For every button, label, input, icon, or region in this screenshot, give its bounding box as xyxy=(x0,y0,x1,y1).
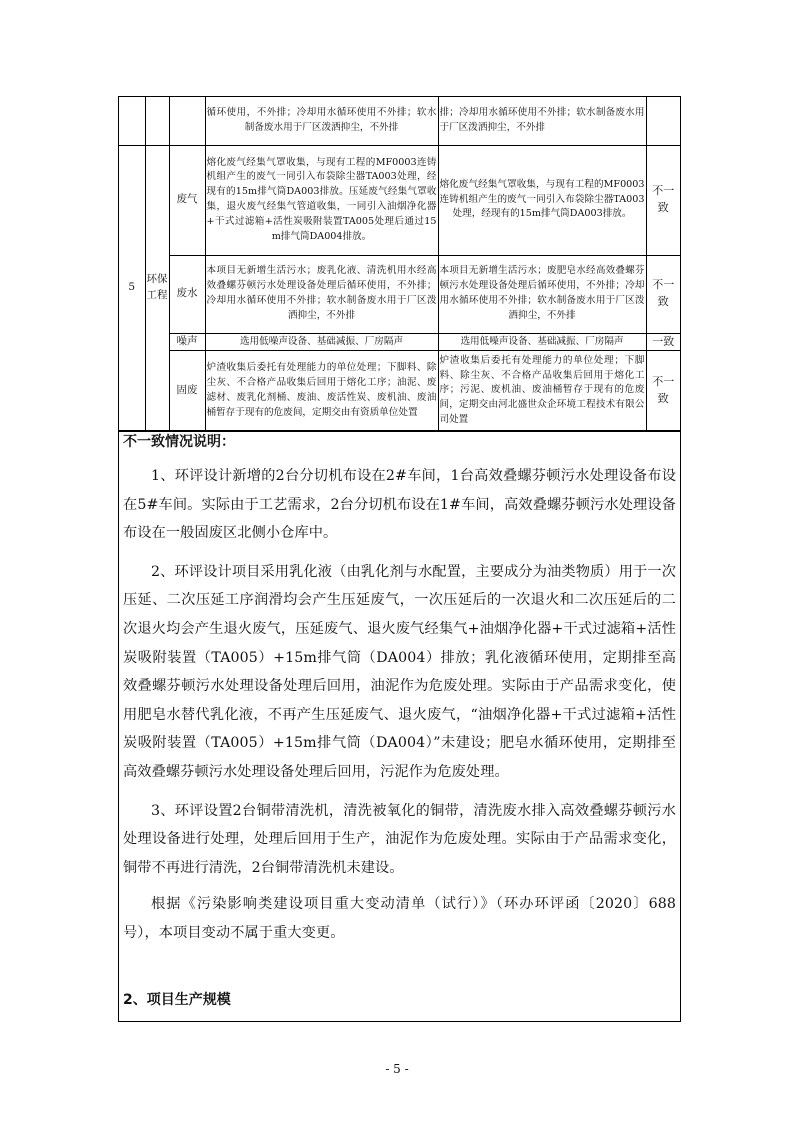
result-cell: 不一致 xyxy=(646,351,680,431)
category-cell: 废气 xyxy=(169,145,205,255)
group-cell xyxy=(145,97,169,145)
category-cell: 废水 xyxy=(169,255,205,333)
env-cell xyxy=(205,97,438,145)
notes-section xyxy=(119,431,680,948)
env-text: 循环使用，不外排；冷却用水循环使用不外排；软水制备废水用于厂区泼洒抑尘，不外排 xyxy=(206,106,437,133)
actual-cell: 炉渣收集后委托有处理能力的单位处理；下脚料、除尘灰、不合格产品收集后回用于熔化工序；污泥、废机油、废油桶暂存于现有的危废间，定期交由河北盛世众企环境工程技术有限公司处置 xyxy=(438,351,646,431)
env-cell: 炉渣收集后委托有处理能力的单位处理；下脚料、除尘灰、不合格产品收集后回用于熔化工序；油泥、废滤材、废乳化剂桶、废油、废活性炭、废机油、废油桶暂存于现有的危废间，定期交由有资质单位处置 xyxy=(205,351,438,431)
env-cell: 本项目无新增生活污水；废乳化液、清洗机用水经高效叠螺芬顿污水处理设备处理后循环使用，不外排；冷却用水循环使用不外排；软水制备废水用于厂区泼洒抑尘，不外排 xyxy=(205,255,438,333)
table-row xyxy=(119,333,680,351)
note-paragraph-4: 根据《污染影响类建设项目重大变动清单（试行）》（环办环评函〔2020〕688号），本项目变动不属于重大变更。 xyxy=(123,896,676,941)
group-number: 5 xyxy=(119,145,145,431)
group-name: 环保工程 xyxy=(145,145,169,431)
env-cell: 熔化废气经集气罩收集，与现有工程的MF0003连铸机组产生的废气一同引入布袋除尘器TA003处理，经现有的15m排气筒DA003排放。压延废气经集气罩收集，退火废气经集气管道收集，一同引入油烟净化器+干式过滤箱+活性炭吸附装置TA005处理后通过15m排气筒DA004排放。 xyxy=(205,145,438,255)
table-row xyxy=(119,351,680,431)
env-cell: 选用低噪声设备、基础减振、厂房隔声 xyxy=(205,333,438,351)
category-cell xyxy=(169,97,205,145)
actual-cell: 选用低噪声设备、基础减振、厂房隔声 xyxy=(438,333,646,351)
actual-cell: 熔化废气经集气罩收集，与现有工程的MF0003连铸机组产生的废气一同引入布袋除尘器TA003处理，经现有的15m排气筒DA003排放。 xyxy=(438,145,646,255)
page-number: - 5 - xyxy=(385,1062,409,1076)
page-frame xyxy=(118,96,681,1022)
notes-heading: 不一致情况说明： xyxy=(123,434,235,450)
table-row xyxy=(119,255,680,333)
note-paragraph-3: 3、环评设置2台铜带清洗机，清洗被氧化的铜带，清洗废水排入高效叠螺芬顿污水处理设备进行处理，处理后回用于生产，油泥作为危废处理。实际由于产品需求变化，铜带不再进行清洗，2台铜带清洗机未建设。 xyxy=(123,802,676,876)
index-cell xyxy=(119,97,145,145)
result-cell: 不一致 xyxy=(646,145,680,255)
comparison-table xyxy=(119,97,680,431)
result-cell xyxy=(646,97,680,145)
note-paragraph-1: 1、环评设计新增的2台分切机布设在2#车间，1台高效叠螺芬顿污水处理设备布设在5#车间。实际由于工艺需求，2台分切机布设在1#车间，高效叠螺芬顿污水处理设备布设在一般固废区北侧小仓库中。 xyxy=(123,468,676,542)
actual-text: 排；冷却用水循环使用不外排；软水制备废水用于厂区泼洒抑尘，不外排 xyxy=(439,106,645,133)
result-cell: 一致 xyxy=(646,333,680,351)
actual-cell: 本项目无新增生活污水；废肥皂水经高效叠螺芬顿污水处理设备处理后循环使用，不外排；冷却用水循环使用不外排；软水制备废水用于厂区泼洒抑尘，不外排 xyxy=(438,255,646,333)
category-cell: 固废 xyxy=(169,351,205,431)
actual-cell xyxy=(438,97,646,145)
table-row xyxy=(119,97,680,145)
note-paragraph-2: 2、环评设计项目采用乳化液（由乳化剂与水配置，主要成分为油类物质）用于一次压延、二次压延工序润滑均会产生压延废气，一次压延后的一次退火和二次压延后的二次退火均会产生退火废气，压延废气、退火废气经集气+油烟净化器+干式过滤箱+活性炭吸附装置（TA005）+15m排气筒（DA004）排放；乳化液循环使用，定期排至高效叠螺芬顿污水处理设备处理后回用，油泥作为危废处理。实际由于产品需求变化，使用肥皂水替代乳化液，不再产生压延废气、退火废气，“油烟净化器+干式过滤箱+活性炭吸附装置（TA005）+15m排气筒（DA004）”未建设；肥皂水循环使用，定期排至高效叠螺芬顿污水处理设备处理后回用，污泥作为危废处理。 xyxy=(123,563,676,780)
table-row xyxy=(119,145,680,255)
section-2-title: 2、项目生产规模 xyxy=(123,992,231,1008)
result-cell: 不一致 xyxy=(646,255,680,333)
category-cell: 噪声 xyxy=(169,333,205,351)
